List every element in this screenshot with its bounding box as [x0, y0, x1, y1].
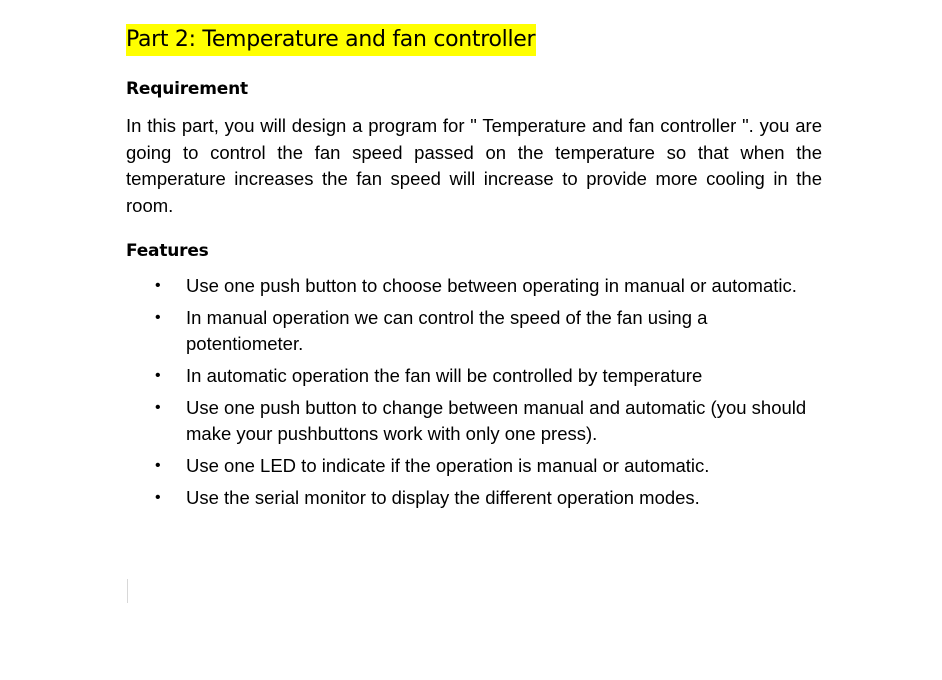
list-item	[126, 305, 816, 357]
list-item	[126, 395, 816, 447]
bullet-icon: •	[155, 399, 161, 416]
list-item-text: Use one LED to indicate if the operation is manual or automatic.	[186, 455, 710, 476]
features-list	[126, 273, 822, 511]
list-item-text: In automatic operation the fan will be controlled by temperature	[186, 365, 703, 386]
bullet-icon: •	[155, 367, 161, 384]
list-item-text: Use the serial monitor to display the different operation modes.	[186, 487, 700, 508]
bullet-icon: •	[155, 489, 161, 506]
bullet-icon: •	[155, 277, 161, 294]
bullet-icon: •	[155, 457, 161, 474]
requirement-heading: Requirement	[126, 79, 248, 99]
list-item	[126, 453, 816, 479]
list-item-text: Use one push button to choose between operating in manual or automatic.	[186, 275, 797, 296]
bullet-icon: •	[155, 309, 161, 326]
list-item-text: In manual operation we can control the speed of the fan using a potentiometer.	[186, 307, 708, 354]
list-item-text: Use one push button to change between manual and automatic (you should make your pushbuttons work with only one press).	[186, 397, 807, 444]
list-item	[126, 363, 816, 389]
text-cursor	[127, 579, 128, 603]
requirement-paragraph: In this part, you will design a program for " Temperature and fan controller ". you are going to control the fan speed passed on the temperature so that when the temperature increases the fan speed will increase to provide more cooling in the room.	[126, 115, 822, 216]
list-item	[126, 273, 816, 299]
document-page	[126, 24, 822, 517]
page-title: Part 2: Temperature and fan controller	[126, 27, 536, 52]
features-heading: Features	[126, 241, 209, 261]
list-item	[126, 485, 816, 511]
title-highlight	[126, 24, 536, 56]
